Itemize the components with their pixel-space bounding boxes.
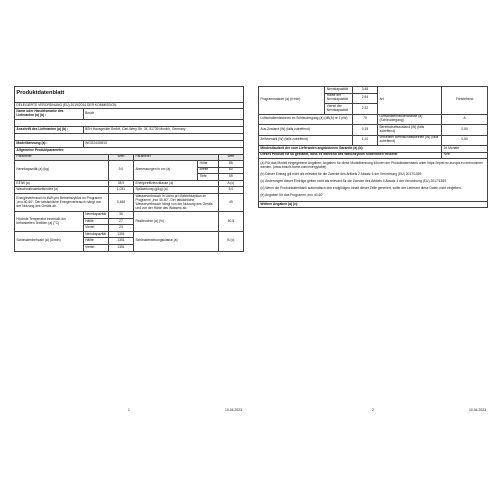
networked-standby-value: 0,50: [442, 135, 488, 146]
datasheet-table-page-1: [14, 86, 244, 252]
half-label: Hälfte: [83, 218, 108, 225]
program-duration-label: Programmdauer (a) (h:min): [259, 87, 325, 115]
delay-start-label: Zeitvorwahl (W) (falls zutreffend): [259, 135, 353, 146]
standby-label: Bereitschaftszustand (W) (falls zutreffend): [378, 125, 442, 136]
delay-start-value: 1,10: [352, 135, 377, 146]
noise-value: 70: [352, 114, 377, 125]
energy-class-label: Energieeffizienzklasse (a): [134, 180, 219, 187]
water-consumption-value: 49: [218, 193, 243, 211]
footnotes-cell: [259, 159, 488, 202]
spin-class-value: B (c): [218, 231, 243, 251]
col-header-parameter: Parameter: [134, 154, 219, 161]
standby-value: 0,50: [442, 125, 488, 136]
page-number: 1: [128, 408, 130, 412]
eei-label: EEIW (a): [15, 180, 109, 187]
rinsing-value: 5,0: [218, 187, 243, 194]
eei-value: 48,9: [108, 180, 133, 187]
spin-full-value: 1351: [108, 231, 133, 238]
rinsing-label: Spülwirkung (g/kg) (a): [134, 187, 219, 194]
datasheet-page-1: [14, 86, 244, 416]
width-value: 60: [218, 167, 243, 174]
noise-label: Luftschallemissionen im Schleudergang (a) (dB(A) re 1 pW): [259, 114, 353, 125]
datasheet-title: Produktdatenblatt: [15, 87, 244, 103]
model-id: WGG2440M10: [83, 141, 243, 148]
model-label: Modellkennung (a) :: [15, 141, 84, 148]
footnote-b: (b) Dieser Eintrag gilt nicht als relevant für die Zwecke des Artikels 2 Absatz 6 der Verordnung (EU) 2017/1369.: [260, 172, 423, 177]
off-mode-value: 0,15: [352, 125, 377, 136]
residual-moisture-label: Restfeuchte (a) (%): [134, 212, 219, 232]
duration-quarter-value: 2:32: [352, 104, 377, 115]
spin-speed-label: Schleuderdrehzahl (a) (U/min): [15, 231, 84, 251]
duration-full-value: 3:48: [352, 87, 377, 94]
quarter-label: Viertel: [83, 225, 108, 232]
quarter-label: Viertel der Nennkapazität: [325, 104, 352, 115]
width-label: Breite: [198, 167, 219, 174]
washing-index-value: 1,031: [108, 187, 133, 194]
type-label: Art: [378, 87, 442, 115]
page-number: 2: [372, 408, 374, 412]
supplier-name-label: Name oder Handelsmarke des Lieferanten (a) (b) :: [15, 109, 84, 120]
guarantee-value: 24 Monate: [442, 146, 488, 153]
spacer-row: [15, 119, 244, 127]
page-footer: [14, 408, 244, 416]
general-parameters-header: Allgemeine Produktparameter:: [15, 148, 244, 155]
height-label: Höhe: [198, 161, 219, 168]
type-value: Freistehend: [442, 87, 488, 115]
half-label: Hälfte der Nennkapazität: [325, 93, 352, 104]
col-header-value: Wert: [108, 154, 133, 161]
supplier-name: Bosch: [83, 109, 243, 120]
half-label: Hälfte: [83, 238, 108, 245]
capacity-value: 9,0: [108, 161, 133, 181]
rated-capacity-label: Nennkapazität: [83, 212, 108, 219]
footnote-a: (a) Für das Modell eingegebene Angaben; Angaben für diese Modellkennung können der Produktdatenbank unter https://eprel.ec.europa.eu entnommen werden. (www.bosch-home.com/energylabel): [260, 161, 483, 170]
dimensions-label: Abmessungen in cm (a): [134, 161, 198, 181]
washing-index-label: Waschwirksamkeitsindex (a): [15, 187, 109, 194]
duration-half-value: 2:54: [352, 93, 377, 104]
page-date: 10.04.2023: [469, 408, 486, 412]
datasheet-table-page-2: [258, 86, 488, 208]
supplier-address-label: Anschrift des Lieferanten (a) (b) :: [15, 127, 84, 134]
max-temp-quarter-value: 23: [108, 225, 133, 232]
depth-label: Tiefe: [198, 174, 219, 181]
capacity-label: Nennkapazität (a) (kg): [15, 161, 109, 181]
max-temp-half-value: 27: [108, 218, 133, 225]
footnote-c: (c) Änderungen dieser Einträge gelten nicht als relevant für die Zwecke des Artikels 4 Absatz 4 der Verordnung (EU) 2017/1369.: [260, 179, 447, 183]
col-header-value: Wert: [218, 154, 243, 161]
noise-class-label: Luftschallemissionsklasse (a) (Schleudergang): [378, 114, 442, 125]
noise-class-value: A: [442, 114, 488, 125]
footnote-d: (d) Wenn die Produktdatenbank automatisch den endgültigen Inhalt dieser Zelle generiert, sollte der Lieferant diese Daten nicht eingeben.: [260, 185, 462, 190]
energy-class-value: A (c): [218, 180, 243, 187]
spin-quarter-value: 1351: [108, 245, 133, 252]
silver-ions-label: Dieses Produkt ist so gestaltet, dass es während des Waschzyklus Silberionen freisetzt: [259, 152, 442, 159]
depth-value: 59: [218, 174, 243, 181]
guarantee-label: Mindestlaufzeit der vom Lieferanten angebotenen Garantie (a) (b):: [259, 146, 442, 153]
datasheet-page-2: [258, 86, 488, 416]
rated-capacity-label: Nennkapazität: [325, 87, 352, 94]
quarter-label: Viertel: [83, 245, 108, 252]
max-temp-full-value: 36: [108, 212, 133, 219]
energy-consumption-label: Energieverbrauch in kWh pro Betriebszyklus im Programm „eco 40-60". Der tatsächliche Energieverbrauch hängt von der Nutzung des Geräts ab.: [15, 193, 109, 211]
silver-ions-value: Nein: [442, 152, 488, 159]
further-info-label: Weitere Angaben (a) (e):: [259, 201, 488, 208]
energy-consumption-value: 0,468: [108, 193, 133, 211]
footnote-e: (e) Angaben für das Programm „eco 40-60": [260, 192, 324, 197]
col-header-parameter: Parameter: [15, 154, 109, 161]
page-date: 10.04.2023: [225, 408, 242, 412]
page-footer: [258, 408, 488, 416]
supplier-address: BSH Hausgeräte GmbH, Carl-Wery-Str. 34, 81739 Munich, Germany: [83, 127, 243, 134]
networked-standby-label: vernetzter Bereitschaftsbetrieb (W) (falls zutreffend): [378, 135, 442, 146]
rated-capacity-label: Nennkapazität: [83, 231, 108, 238]
spin-class-label: Schleuderwirkungsklasse (a): [134, 231, 219, 251]
spin-half-value: 1351: [108, 238, 133, 245]
residual-moisture-value: 50,5: [218, 212, 243, 232]
max-temp-label: Höchste Temperatur innerhalb der behandelten Textilien (a) (°C): [15, 212, 84, 232]
regulation-text: DELEGIERTE VERORDNUNG (EU) 2019/2014 DER KOMMISSION: [15, 102, 244, 109]
off-mode-label: Aus-Zustand (W) (falls zutreffend): [259, 125, 353, 136]
height-value: 85: [218, 161, 243, 168]
spacer-row: [15, 133, 244, 141]
water-consumption-label: Wasserverbrauch in Litern pro Betriebszyklus im Programm „eco 40-60". Der tatsächliche Wasserverbrauch hängt von der Nutzung des Geräts und von der Härte des Wassers ab.: [134, 193, 219, 211]
